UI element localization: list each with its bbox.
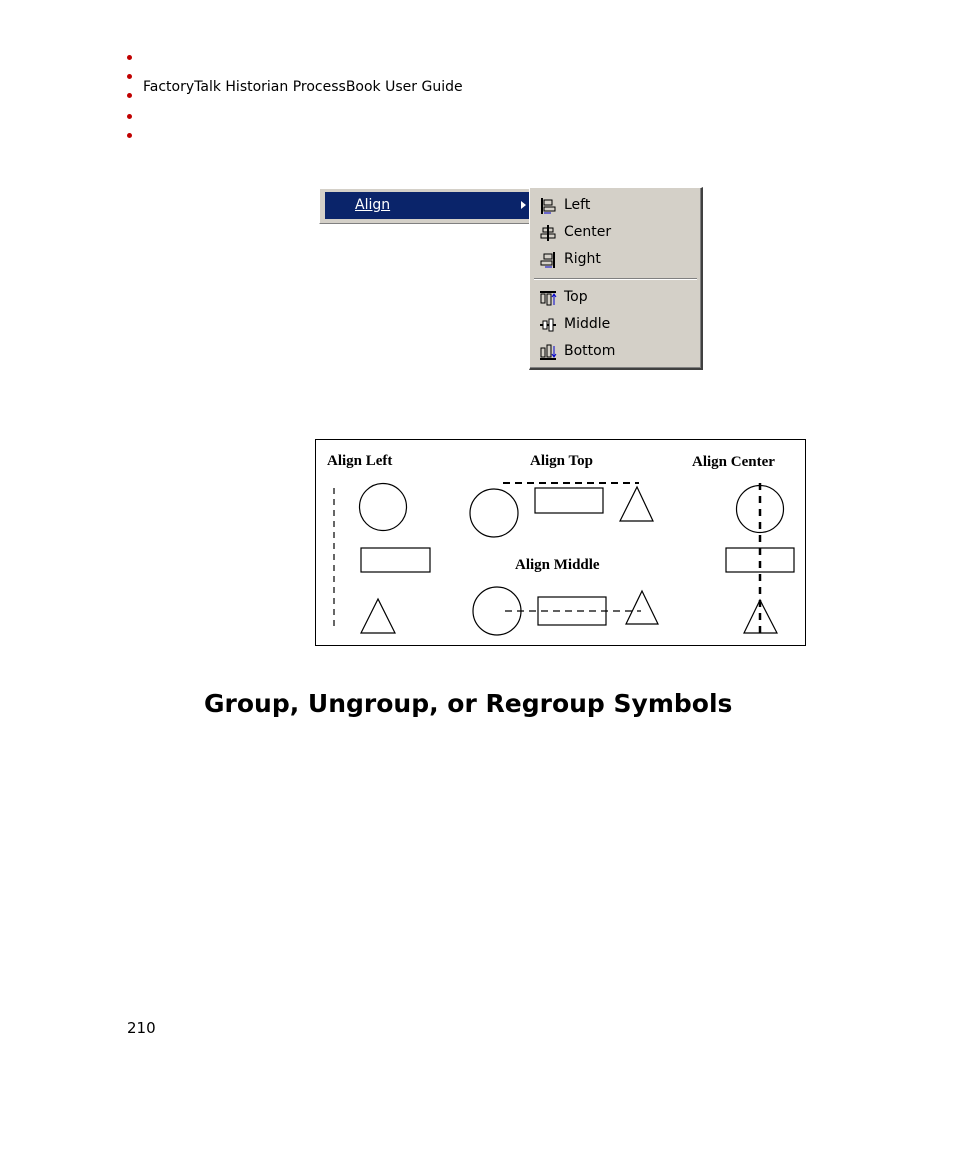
section-heading: Group, Ungroup, or Regroup Symbols bbox=[204, 689, 733, 718]
circle-shape bbox=[473, 587, 521, 635]
submenu-item-right[interactable] bbox=[530, 247, 700, 273]
header-bullet bbox=[127, 114, 132, 119]
alignment-diagram bbox=[315, 439, 806, 646]
align-middle-icon bbox=[539, 316, 557, 334]
circle-shape bbox=[470, 489, 518, 537]
submenu-item-top[interactable] bbox=[530, 285, 700, 311]
align-right-icon bbox=[539, 251, 557, 269]
label-align-center: Align Center bbox=[692, 454, 775, 470]
rectangle-shape bbox=[535, 488, 603, 513]
align-bottom-icon bbox=[539, 343, 557, 361]
triangle-shape bbox=[620, 487, 653, 521]
align-left-icon bbox=[539, 197, 557, 215]
submenu-item-top-label: Top bbox=[564, 289, 588, 305]
align-top-icon bbox=[539, 289, 557, 307]
submenu-item-left-label: Left bbox=[564, 197, 591, 213]
header-bullet bbox=[127, 74, 132, 79]
triangle-shape bbox=[626, 591, 658, 624]
label-align-middle: Align Middle bbox=[515, 557, 600, 573]
menu-item-align-label: Align bbox=[355, 197, 391, 213]
label-align-left: Align Left bbox=[327, 453, 393, 469]
submenu-item-center[interactable] bbox=[530, 220, 700, 246]
align-submenu bbox=[529, 187, 703, 370]
document-title: FactoryTalk Historian ProcessBook User Guide bbox=[143, 79, 463, 95]
submenu-item-middle-label: Middle bbox=[564, 316, 611, 332]
header-bullet bbox=[127, 93, 132, 98]
triangle-shape bbox=[361, 599, 395, 633]
submenu-item-right-label: Right bbox=[564, 251, 601, 267]
header-bullet bbox=[127, 133, 132, 138]
submenu-item-middle[interactable] bbox=[530, 312, 700, 338]
submenu-item-bottom-label: Bottom bbox=[564, 343, 616, 359]
submenu-separator bbox=[534, 278, 697, 280]
label-align-top: Align Top bbox=[530, 453, 593, 469]
context-menu bbox=[319, 188, 530, 224]
rectangle-shape bbox=[361, 548, 430, 572]
submenu-item-bottom[interactable] bbox=[530, 339, 700, 365]
header-bullet bbox=[127, 55, 132, 60]
menu-item-align[interactable] bbox=[325, 192, 530, 219]
submenu-arrow-icon bbox=[521, 201, 526, 209]
circle-shape bbox=[360, 484, 407, 531]
submenu-item-center-label: Center bbox=[564, 224, 612, 240]
page-number: 210 bbox=[127, 1019, 156, 1037]
submenu-item-left[interactable] bbox=[530, 193, 700, 219]
align-center-icon bbox=[539, 224, 557, 242]
